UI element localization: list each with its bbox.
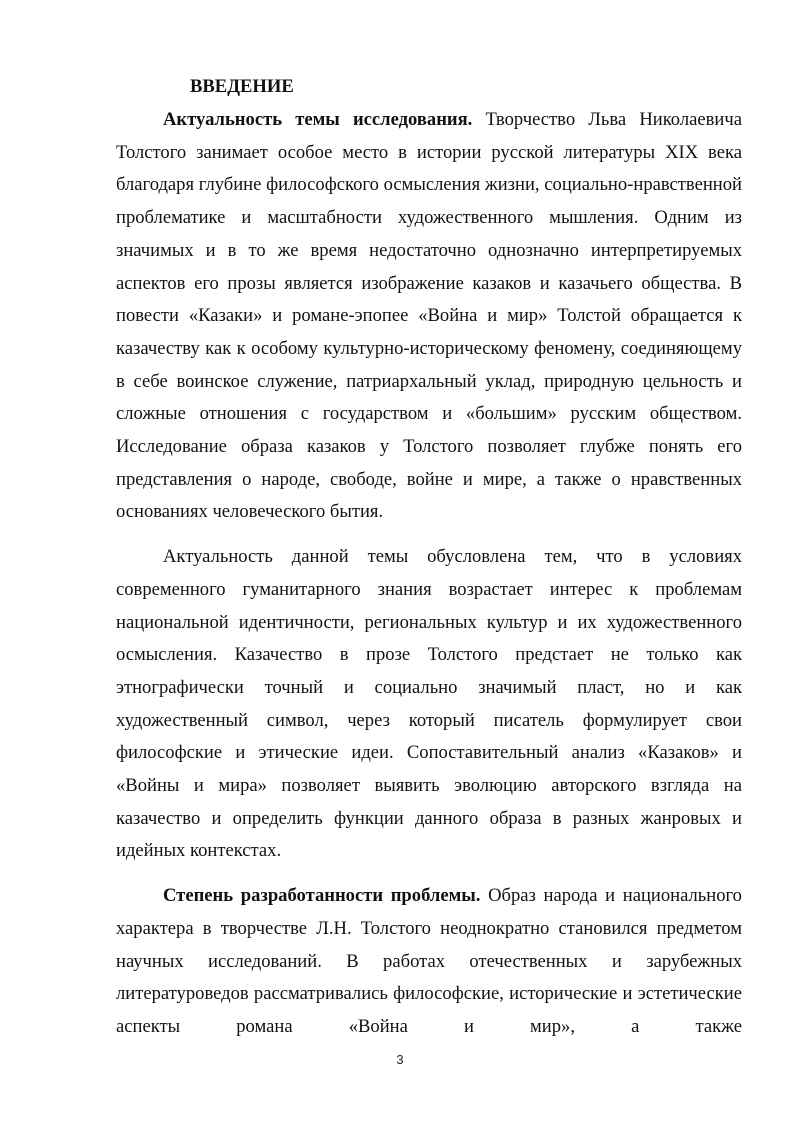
paragraph-relevance [116, 104, 742, 529]
paragraph-relevance-continued [116, 541, 742, 868]
paragraph-lead: Актуальность темы исследования. [163, 109, 473, 130]
paragraph-text: Актуальность данной темы обусловлена тем, что в условиях современного гуманитарного знания возрастает интерес к проблемам национальной идентичности, региональных культур и их художественного осмысления. Казачество в прозе Толстого предстает не только как этнографически точный и социально значимый пласт, но и как художественный символ, через который писатель формулирует свои философские и этические идеи. Сопоставительный анализ «Казаков» и «Войны и мира» позволяет выявить эволюцию авторского взгляда на казачество и определить функции данного образа в разных жанровых и идейных контекстах. [116, 546, 742, 862]
paragraph-research-degree [116, 880, 742, 1044]
paragraph-text: Творчество Льва Николаевича Толстого занимает особое место в истории русской литературы XIX века благодаря глубине философского осмысления жизни, социально-нравственной проблематике и масштабности художественного мышления. Одним из значимых и в то же время недостаточно однозначно интерпретируемых аспектов его прозы является изображение казаков и казачьего общества. В повести «Казаки» и романе-эпопее «Война и мир» Толстой обращается к казачеству как к особому культурно-историческому феномену, соединяющему в себе воинское служение, патриархальный уклад, природную цельность и сложные отношения с государством и «большим» русским обществом. Исследование образа казаков у Толстого позволяет глубже понять его представления о народе, свободе, войне и мире, а также о нравственных основаниях человеческого бытия. [116, 109, 742, 523]
paragraph-lead: Степень разработанности проблемы. [163, 885, 481, 907]
page-content [116, 70, 742, 1044]
paragraph-text: Образ народа и национального характера в творчестве Л.Н. Толстого неоднократно становился предметом научных исследований. В работах отечественных и зарубежных литературоведов рассматривались философские, исторические и эстетические аспекты романа «Война и мир», а также [116, 885, 742, 1037]
section-heading: ВВЕДЕНИЕ [190, 76, 294, 97]
page-number: 3 [396, 1052, 404, 1067]
